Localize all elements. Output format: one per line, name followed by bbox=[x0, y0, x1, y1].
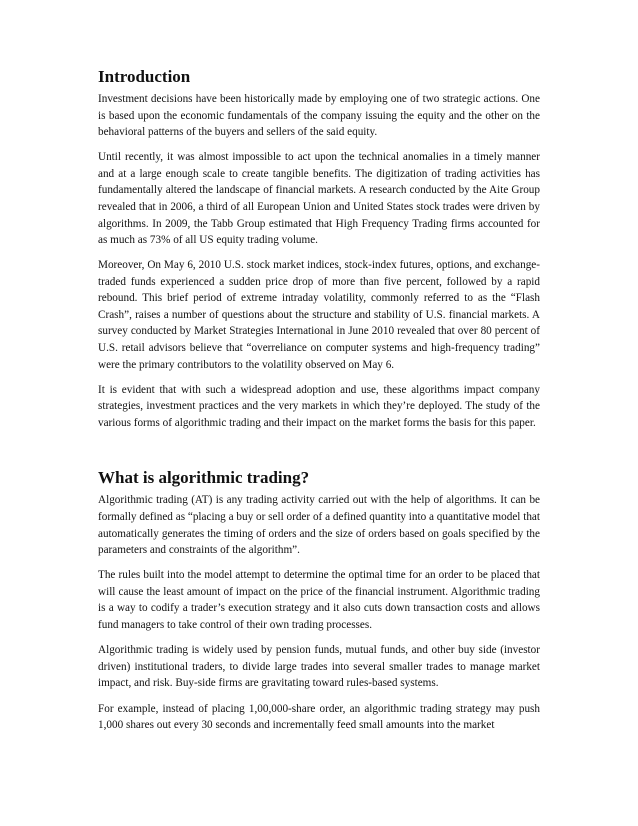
paragraph: Algorithmic trading (AT) is any trading activity carried out with the help of algorithms. It can be formally defined as “placing a buy or sell order of a defined quantity into a quantitative model that automatically generates the timing of orders and the size of orders based on goals specified by the parameters and constraints of the algorithm”. bbox=[98, 494, 540, 557]
paragraph: Until recently, it was almost impossible to act upon the technical anomalies in a timely manner and at a large enough scale to create tangible benefits. The digitization of trading activities has fundamentally altered the landscape of financial markets. A research conducted by the Aite Group revealed that in 2006, a third of all European Union and United States stock trades were driven by algorithms. In 2009, the Tabb Group estimated that High Frequency Trading firms accounted for as much as 73% of all US equity trading volume. bbox=[98, 151, 540, 247]
paragraph: Moreover, On May 6, 2010 U.S. stock market indices, stock-index futures, options, and exchange-traded funds experienced a sudden price drop of more than five percent, followed by a rapid rebound. This brief period of extreme intraday volatility, commonly referred to as the “Flash Crash”, raises a number of questions about the structure and stability of U.S. financial markets. A survey conducted by Market Strategies International in June 2010 revealed that over 80 percent of U.S. retail advisors believe that “overreliance on computer systems and high-frequency trading” were the primary contributors to the volatility observed on May 6. bbox=[98, 259, 540, 371]
paragraph: Algorithmic trading is widely used by pension funds, mutual funds, and other buy side (investor driven) institutional traders, to divide large trades into several smaller trades to manage market impact, and risk. Buy-side firms are gravitating toward rules-based systems. bbox=[98, 644, 540, 690]
paragraph: The rules built into the model attempt to determine the optimal time for an order to be placed that will cause the least amount of impact on the price of the financial instrument. Algorithmic trading is a way to codify a trader’s execution strategy and it also cuts down transaction costs and allows fund managers to take control of their own trading processes. bbox=[98, 569, 540, 631]
section-heading-what-is-algorithmic-trading: What is algorithmic trading? bbox=[98, 468, 310, 488]
paragraph: Investment decisions have been historically made by employing one of two strategic actions. One is based upon the economic fundamentals of the company issuing the equity and the other on the behavioral patterns of the buyers and sellers of the said equity. bbox=[98, 93, 540, 139]
document-body bbox=[98, 66, 540, 742]
paragraph: It is evident that with such a widespread adoption and use, these algorithms impact company strategies, investment practices and the very markets in which they’re deployed. The study of the various forms of algorithmic trading and their impact on the market forms the basis for this paper. bbox=[98, 383, 540, 429]
paragraph: For example, instead of placing 1,00,000-share order, an algorithmic trading strategy may push 1,000 shares out every 30 seconds and incrementally feed small amounts into the market bbox=[98, 702, 540, 732]
section-heading-introduction: Introduction bbox=[98, 67, 191, 86]
